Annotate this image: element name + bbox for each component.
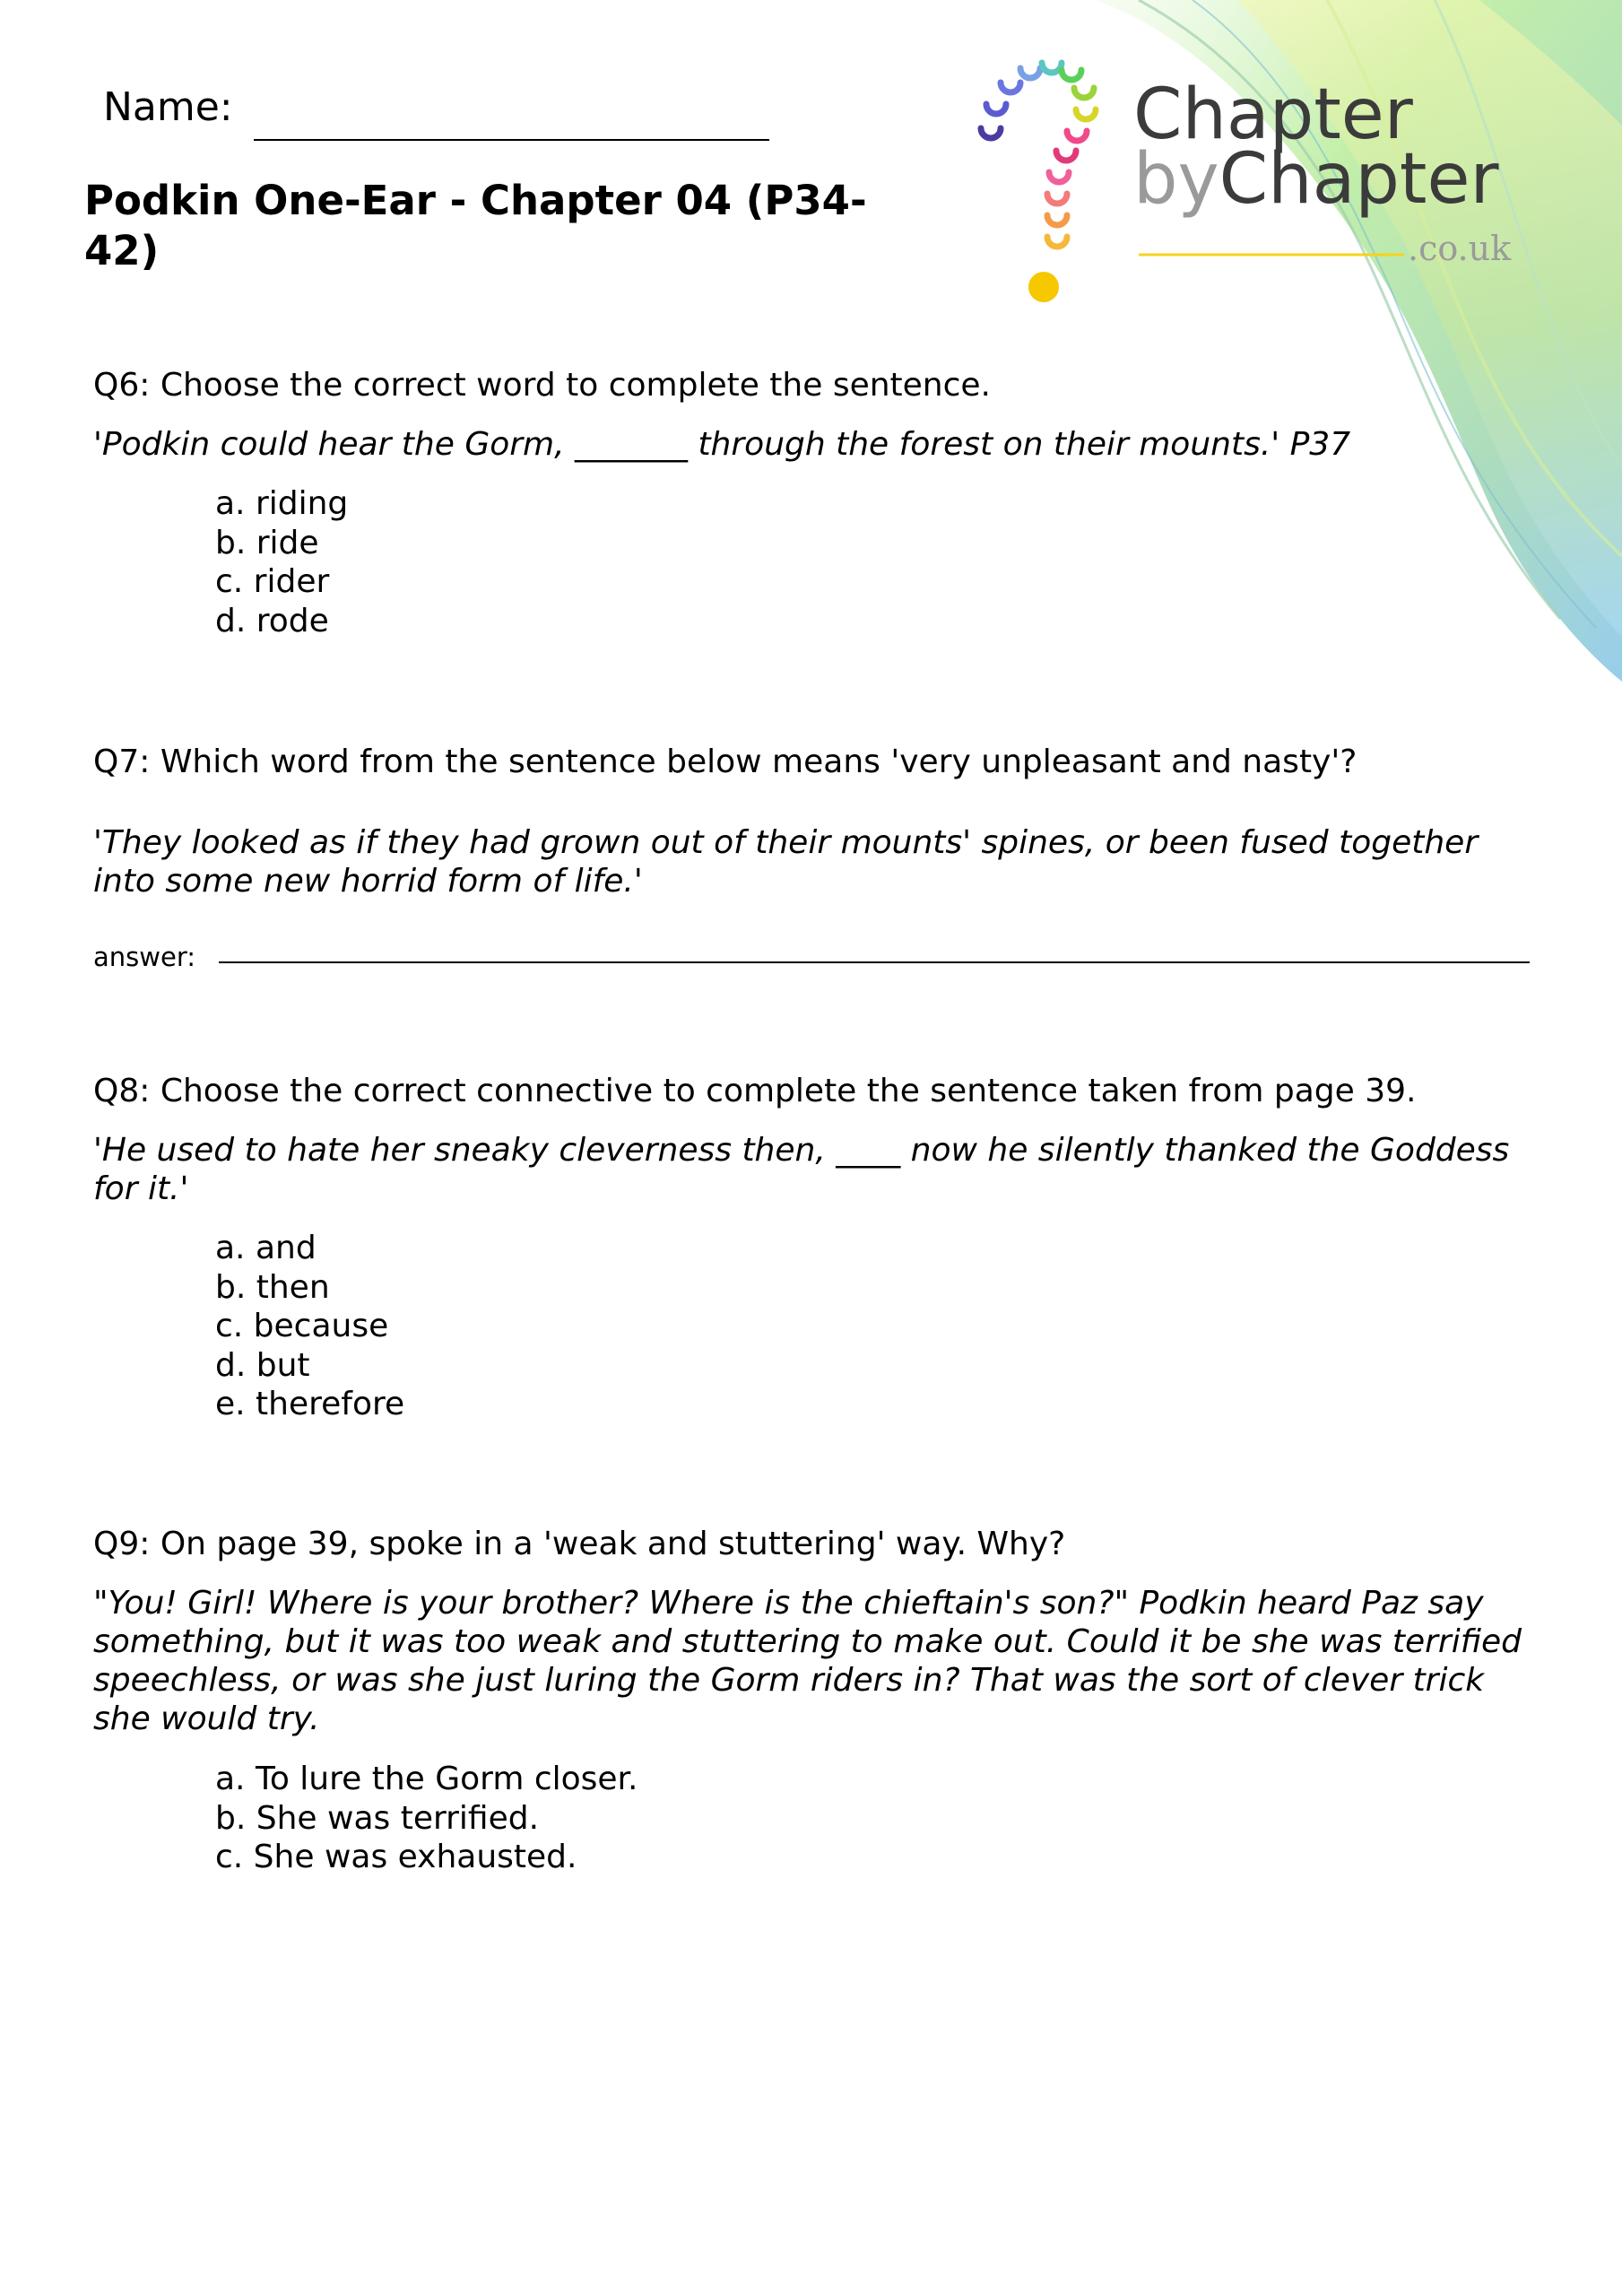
q9-quote: "You! Girl! Where is your brother? Where is the chieftain's son?" Podkin heard Paz say something, but it was too weak and stuttering to make out. Could it be she was terrified speechless, or was she just luring the Gorm riders in? That was the sort of clever trick she would try. <box>93 1585 1522 1737</box>
logo-domain: .co.uk <box>1408 229 1512 268</box>
chapter-by-chapter-logo <box>967 52 1540 317</box>
q7-answer-label: answer: <box>93 942 196 972</box>
q9-options <box>215 1760 638 1877</box>
q8-option-e[interactable]: e. therefore <box>215 1386 405 1422</box>
q6-option-d[interactable]: d. rode <box>215 602 329 639</box>
q8-options <box>215 1229 404 1424</box>
book-question-mark-icon <box>981 63 1096 247</box>
name-label: Name: <box>103 84 233 130</box>
logo-word-bychapter: byChapter <box>1133 139 1499 220</box>
q6-quote: 'Podkin could hear the Gorm, _______ through the forest on their mounts.' P37 <box>93 426 1351 463</box>
q9-option-b[interactable]: b. She was terrified. <box>215 1799 540 1837</box>
q6-options <box>215 484 348 640</box>
q8-option-c[interactable]: c. because <box>215 1308 389 1344</box>
logo-word-chapter: Chapter <box>1133 74 1413 155</box>
q8-prompt: Q8: Choose the correct connective to complete the sentence taken from page 39. <box>93 1073 1417 1109</box>
q8-option-b[interactable]: b. then <box>215 1268 330 1306</box>
q9-option-c[interactable]: c. She was exhausted. <box>215 1839 577 1875</box>
name-field-line[interactable] <box>254 139 769 141</box>
q6-option-c[interactable]: c. rider <box>215 563 330 600</box>
q9-prompt: Q9: On page 39, spoke in a 'weak and stuttering' way. Why? <box>93 1526 1066 1562</box>
q7-answer-field[interactable] <box>219 961 1530 963</box>
question-dot-icon <box>1028 272 1059 302</box>
q6-prompt: Q6: Choose the correct word to complete the sentence. <box>93 367 992 404</box>
q7-prompt: Q7: Which word from the sentence below means 'very unpleasant and nasty'? <box>93 744 1357 780</box>
q6-option-b[interactable]: b. ride <box>215 524 319 561</box>
q8-quote: 'He used to hate her sneaky cleverness then, ____ now he silently thanked the Goddess for it.' <box>93 1132 1510 1207</box>
q9-option-a[interactable]: a. To lure the Gorm closer. <box>215 1761 638 1797</box>
q8-option-d[interactable]: d. but <box>215 1346 310 1384</box>
worksheet-title: Podkin One-Ear - Chapter 04 (P34-42) <box>84 177 867 274</box>
q8-option-a[interactable]: a. and <box>215 1230 317 1266</box>
q7-quote: 'They looked as if they had grown out of their mounts' spines, or been fused together into some new horrid form of life.' <box>93 824 1479 900</box>
q6-option-a[interactable]: a. riding <box>215 485 349 522</box>
